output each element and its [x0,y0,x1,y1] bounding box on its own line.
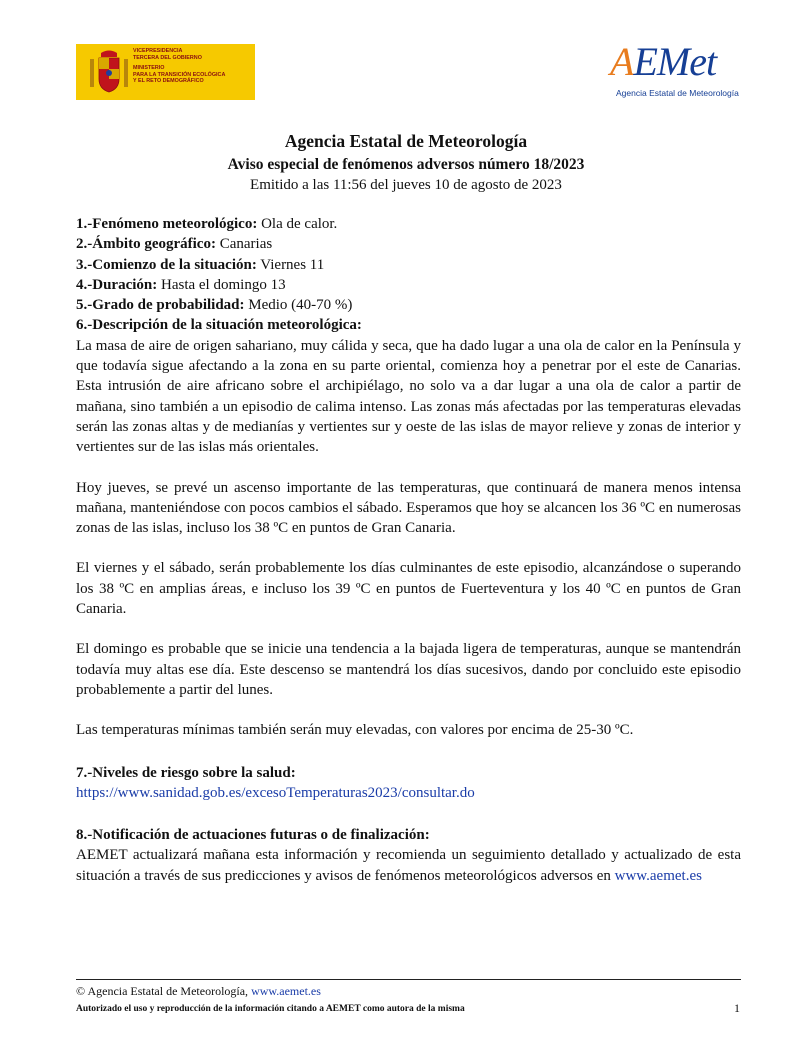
description-paragraph: El domingo es probable que se inicie una tendencia a la bajada ligera de temperaturas, aunque se mantendrán todavía muy altas ese día. Este descenso se mantendrá los días sucesivos, dando por concluido este episodio probablemente a partir del lunes. [76,641,741,698]
ministry-logo [76,44,255,100]
field-phenomenon: 1.-Fenómeno meteorológico: Ola de calor. [76,216,338,232]
description-paragraph: El viernes y el sábado, serán probablemente los días culminantes de este episodio, alcanzándose o superando los 38 ºC en amplias áreas, e incluso los 39 ºC en puntos de Fuerteventura y los 40 ºC en puntos de Gran Canaria. [76,560,741,618]
warning-fields [76,214,741,315]
footer-copyright: © Agencia Estatal de Meteorología, www.aemet.es [76,984,321,998]
field-geographic-scope: 2.-Ámbito geográfico: Canarias [76,236,273,253]
warning-subtitle: Aviso especial de fenómenos adversos número 18/2023 [227,156,585,173]
footer-divider [76,979,741,980]
footer-aemet-link[interactable]: www.aemet.es [251,984,321,998]
issued-date: Emitido a las 11:56 del jueves 10 de agosto de 2023 [250,177,562,193]
section-health-risk-heading: 7.-Niveles de riesgo sobre la salud: [76,764,296,781]
spanish-coat-of-arms-icon [88,49,130,95]
description-paragraph: La masa de aire de origen sahariano, muy cálida y seca, que ha dado lugar a una ola de calor en la Península y que todavía sigue afectando a la zona en su parte oriental, comienza hoy a penetrar por el este de Canarias. Esta intrusión de aire africano sobre el archipiélago, no solo va a dar lugar a una ola de calor a partir de mañana, sino también a un episodio de calima intenso. Las zonas más afectadas por las temperaturas elevadas serán las zonas altas y de medianías y vertientes sur y oeste de las islas de mayor relieve y zonas de interior y vertientes sur de las islas más orientales. [76,337,741,456]
future-actions-text: AEMET actualizará mañana esta información y recomienda un seguimiento detallado y actualizado de esta situación a través de sus predicciones y avisos de fenómenos meteorológicos adversos en www.aemet.es [76,847,741,884]
aemet-logo [610,40,740,102]
aemet-wordmark: AEMet [610,39,717,84]
warning-body [76,214,741,886]
health-risk-link[interactable]: https://www.sanidad.gob.es/excesoTemperaturas2023/consultar.do [76,784,475,801]
section-description-heading: 6.-Descripción de la situación meteorológica: [76,317,362,334]
field-probability: 5.-Grado de probabilidad: Medio (40-70 %) [76,297,353,314]
aemet-website-link[interactable]: www.aemet.es [614,867,702,884]
description-paragraph: Hoy jueves, se prevé un ascenso importante de las temperaturas, que continuará de manera menos intensa mañana, manteniéndose con pocos cambios el sábado. Esperamos que hoy se alcancen los 36 ºC en numerosas zonas de las islas, incluso los 38 ºC en puntos de Gran Canaria. [76,479,741,537]
ministry-name: VICEPRESIDENCIA TERCERA DEL GOBIERNO MINISTERIO PARA LA TRANSICIÓN ECOLÓGICA Y EL RETO DEMOGRÁFICO [133,48,226,85]
section-future-actions [76,825,741,886]
section-future-actions-heading: 8.-Notificación de actuaciones futuras o de finalización: [76,827,430,844]
page-number: 1 [734,1001,740,1015]
field-duration: 4.-Duración: Hasta el domingo 13 [76,276,286,293]
section-health-risk [76,763,741,804]
aemet-logo-subtitle: Agencia Estatal de Meteorología [616,88,739,98]
document-title: Agencia Estatal de Meteorología [284,131,528,151]
footer-authorization: Autorizado el uso y reproducción de la información citando a AEMET como autora de la misma [76,1004,465,1014]
field-start: 3.-Comienzo de la situación: Viernes 11 [76,256,325,273]
description-paragraph: Las temperaturas mínimas también serán muy elevadas, con valores por encima de 25-30 ºC. [76,722,634,739]
